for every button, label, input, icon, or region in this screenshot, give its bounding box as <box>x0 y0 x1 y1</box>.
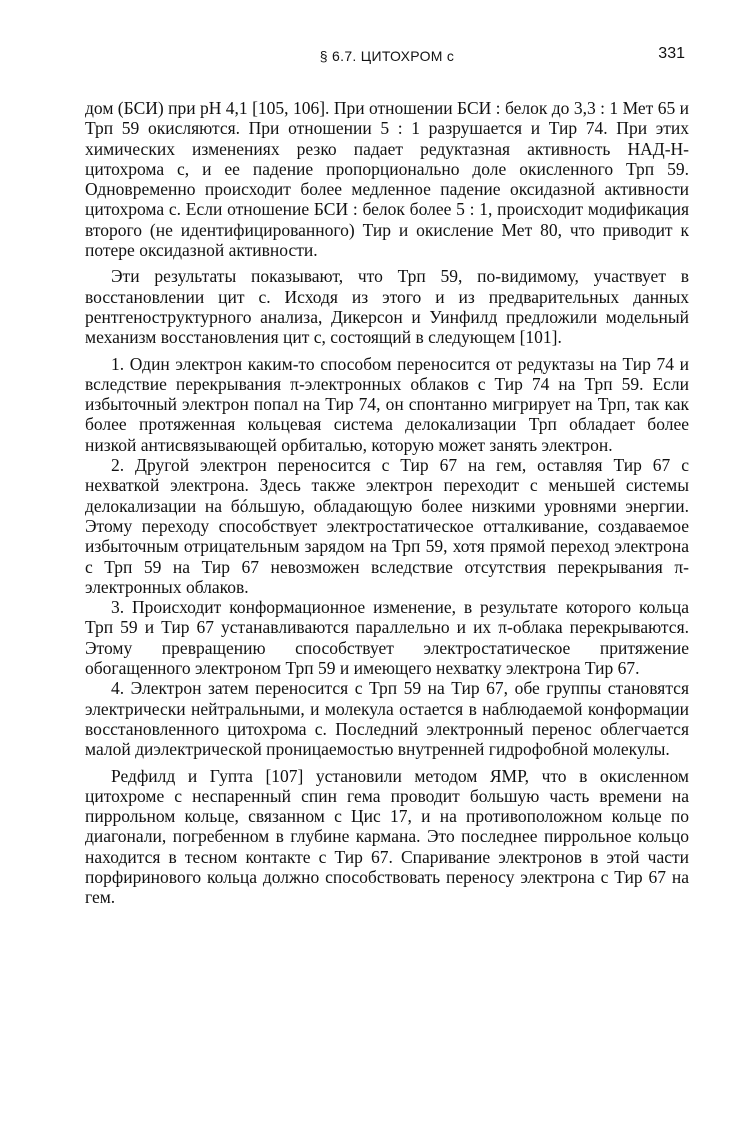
paragraph-results: Эти результаты показывают, что Трп 59, по-видимому, участвует в восстановлении цит c. Исходя из этого и из предварительных данных рентгеноструктурного анализа, Дикерсон и Уинфилд предложили модельный механизм восстановления цит c, состоящий в следующем [101]. <box>85 266 689 348</box>
page-number: 331 <box>658 45 685 62</box>
book-page <box>85 40 689 1110</box>
paragraph-step-1: 1. Один электрон каким-то способом переносится от редуктазы на Тир 74 и вследствие перекрывания π-электронных облаков с Тир 74 на Трп 59. Если избыточный электрон попал на Тир 74, он спонтанно мигрирует на Трп, так как более протяженная кольцевая система делокализации Трп обладает более низкой антисвязывающей орбиталью, которую может занять электрон. <box>85 353 689 455</box>
paragraph-step-4: 4. Электрон затем переносится с Трп 59 на Тир 67, обе группы становятся электрически нейтральными, и молекула остается в наблюдаемой конформации восстановленного цитохрома c. Последний электронный перенос облегчается малой диэлектрической проницаемостью внутренней гидрофобной молекулы. <box>85 678 689 760</box>
main-text <box>85 98 689 908</box>
running-header <box>85 40 689 68</box>
paragraph-step-2: 2. Другой электрон переносится с Тир 67 на гем, оставляя Тир 67 с нехваткой электрона. Здесь также электрон переходит с меньшей системы делокализации на бóльшую, обладающую более низкими уровнями энергии. Этому переходу способствует электростатическое отталкивание, создаваемое избыточным отрицательным зарядом на Трп 59, хотя прямой переход электрона с Трп 59 на Тир 67 невозможен вследствие отсутствия перекрывания π-электронных облаков. <box>85 455 689 597</box>
section-title: § 6.7. ЦИТОХРОМ c <box>319 48 455 64</box>
paragraph-continuation: дом (БСИ) при рН 4,1 [105, 106]. При отношении БСИ : белок до 3,3 : 1 Мет 65 и Трп 59 окисляются. При отношении 5 : 1 разрушается и Тир 74. При этих химических изменениях резко падает редуктазная активность НАД-Н-цитохрома c, и ее падение пропорционально доле окисленного Трп 59. Одновременно происходит более медленное падение оксидазной активности цитохрома c. Если отношение БСИ : белок более 5 : 1, происходит модификация второго (не идентифицированного) Тир и окисление Мет 80, что приводит к потере оксидазной активности. <box>85 98 689 261</box>
paragraph-nmr: Редфилд и Гупта [107] установили методом ЯМР, что в окисленном цитохроме c неспаренный спин гема проводит большую часть времени на пиррольном кольце, связанном с Цис 17, и на противоположном кольце по диагонали, погребенном в глубине кармана. Это последнее пиррольное кольцо находится в тесном контакте с Тир 67. Спаривание электронов в этой части порфиринового кольца должно способствовать переносу электрона с Тир 67 на гем. <box>85 765 689 908</box>
paragraph-step-3: 3. Происходит конформационное изменение, в результате которого кольца Трп 59 и Тир 67 устанавливаются параллельно и их π-облака перекрываются. Этому превращению способствует электростатическое притяжение обогащенного электроном Трп 59 и имеющего нехватку электрона Тир 67. <box>85 597 689 679</box>
